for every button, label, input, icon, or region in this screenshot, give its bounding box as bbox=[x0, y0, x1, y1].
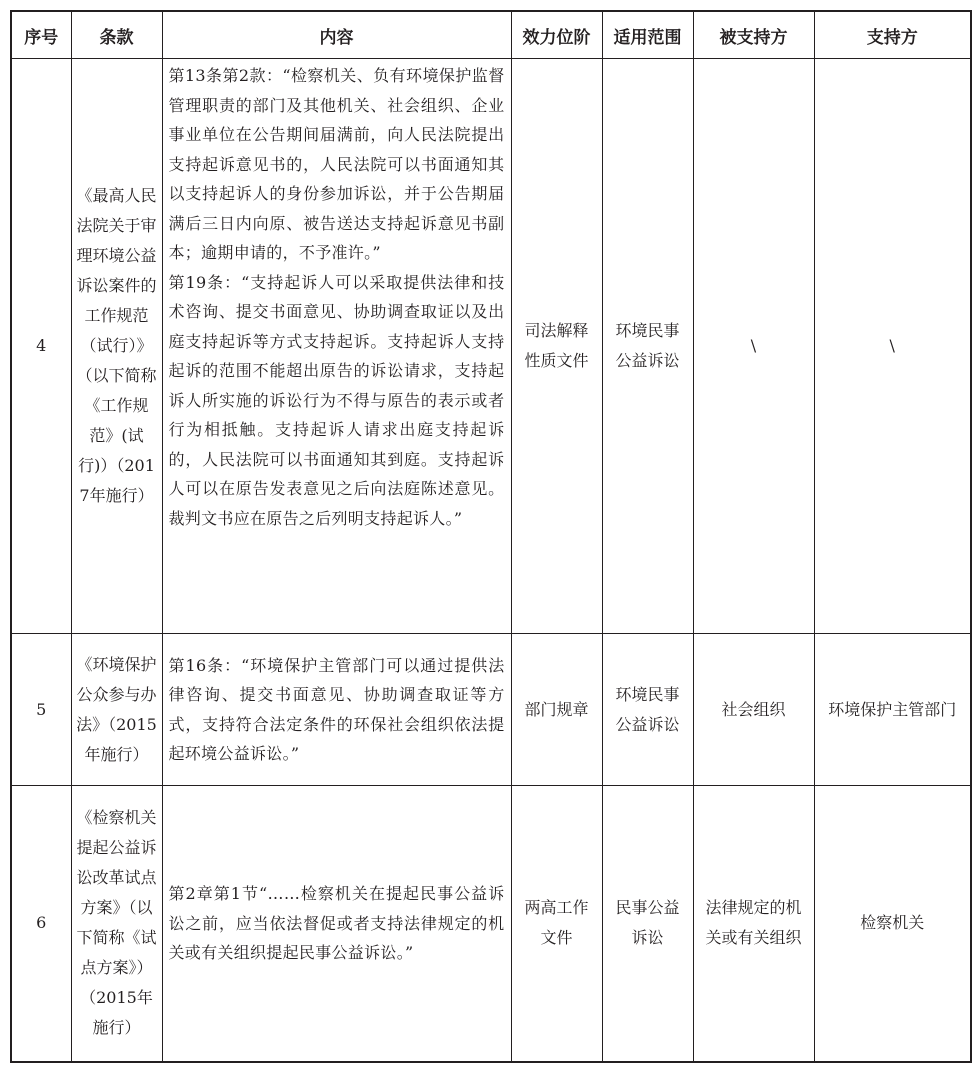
row-supporter: 环境保护主管部门 bbox=[814, 634, 971, 786]
content-paragraph: 第13条第2款：“检察机关、负有环境保护监督管理职责的部门及其他机关、社会组织、企业事业单位在公告期间届满前，向人民法院提出支持起诉意见书的，人民法院可以书面通知其以支持起诉人的身份参加诉讼，并于公告期届满后三日内向原、被告送达支持起诉意见书副本；逾期申请的，不予准许。” bbox=[168, 66, 505, 262]
row-supporter: \ bbox=[814, 59, 971, 634]
header-supporter: 支持方 bbox=[814, 11, 971, 59]
row-content bbox=[162, 59, 511, 634]
row-clause: 《环境保护公众参与办法》（2015年施行） bbox=[71, 634, 162, 786]
regulation-table bbox=[10, 10, 972, 1063]
header-scope: 适用范围 bbox=[602, 11, 693, 59]
header-content: 内容 bbox=[162, 11, 511, 59]
row-seq: 4 bbox=[11, 59, 71, 634]
header-level: 效力位阶 bbox=[511, 11, 602, 59]
table-row bbox=[11, 59, 971, 634]
row-supported: \ bbox=[693, 59, 814, 634]
row-content bbox=[162, 634, 511, 786]
table-row bbox=[11, 634, 971, 786]
row-scope: 环境民事公益诉讼 bbox=[602, 634, 693, 786]
row-supporter: 检察机关 bbox=[814, 786, 971, 1062]
row-supported: 社会组织 bbox=[693, 634, 814, 786]
header-clause: 条款 bbox=[71, 11, 162, 59]
row-level: 部门规章 bbox=[511, 634, 602, 786]
content-paragraph: 第16条：“环境保护主管部门可以通过提供法律咨询、提交书面意见、协助调查取证等方式，支持符合法定条件的环保社会组织依法提起环境公益诉讼。” bbox=[168, 655, 505, 763]
row-scope: 民事公益诉讼 bbox=[602, 786, 693, 1062]
row-seq: 6 bbox=[11, 786, 71, 1062]
content-paragraph: 第2章第1节“……检察机关在提起民事公益诉讼之前，应当依法督促或者支持法律规定的机关或有关组织提起民事公益诉讼。” bbox=[168, 884, 505, 962]
header-seq: 序号 bbox=[11, 11, 71, 59]
row-scope: 环境民事公益诉讼 bbox=[602, 59, 693, 634]
row-level: 两高工作文件 bbox=[511, 786, 602, 1062]
table-row bbox=[11, 786, 971, 1062]
row-supported: 法律规定的机关或有关组织 bbox=[693, 786, 814, 1062]
content-paragraph: 第19条：“支持起诉人可以采取提供法律和技术咨询、提交书面意见、协助调查取证以及出庭支持起诉等方式支持起诉。支持起诉人支持起诉的范围不能超出原告的诉讼请求，支持起诉人所实施的诉讼行为不得与原告的表示或者行为相抵触。支持起诉人请求出庭支持起诉的，人民法院可以书面通知其到庭。支持起诉人可以在原告发表意见之后向法庭陈述意见。裁判文书应在原告之后列明支持起诉人。” bbox=[168, 272, 505, 528]
table-header-row bbox=[11, 11, 971, 59]
row-clause: 《最高人民法院关于审理环境公益诉讼案件的工作规范（试行）》（以下简称《工作规范》(试行)）（2017年施行） bbox=[71, 59, 162, 634]
row-clause: 《检察机关提起公益诉讼改革试点方案》（以下简称《试点方案》）（2015年施行） bbox=[71, 786, 162, 1062]
row-level: 司法解释性质文件 bbox=[511, 59, 602, 634]
row-seq: 5 bbox=[11, 634, 71, 786]
header-supported: 被支持方 bbox=[693, 11, 814, 59]
row-content bbox=[162, 786, 511, 1062]
